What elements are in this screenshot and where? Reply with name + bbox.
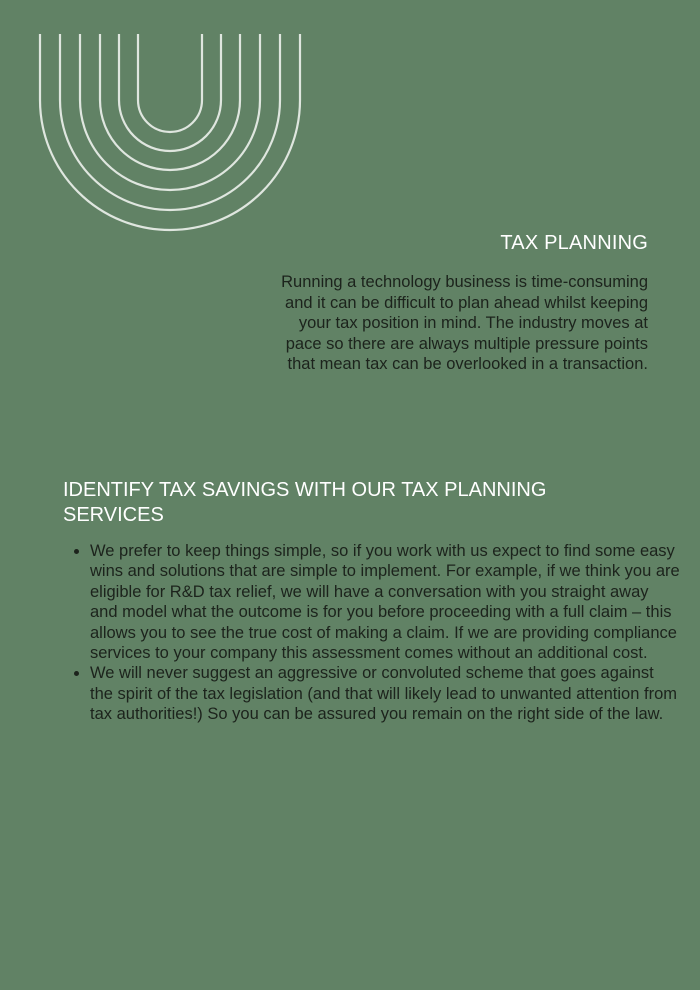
services-bullet-list — [63, 541, 680, 725]
bullet-item: • We prefer to keep things simple, so if you work with us expect to find some easy wins and solutions that are simple to implement. For example, if we think you are eligible for R&D tax relief, we will have a conversation with you straight away and model what the outcome is for you before proceeding with a full claim – this allows you to see the true cost of making a claim. If we are providing compliance services to your company this assessment comes without an additional cost. — [90, 541, 680, 663]
bullet-item: • We will never suggest an aggressive or convoluted scheme that goes against the spirit of the tax legislation (and that will likely lead to unwanted attention from tax authorities!) So you can be assured you remain on the right side of the law. — [90, 663, 680, 724]
services-heading: IDENTIFY TAX SAVINGS WITH OUR TAX PLANNING SERVICES — [63, 479, 547, 526]
section-title: TAX PLANNING — [500, 232, 648, 254]
decorative-arches-graphic — [38, 34, 302, 234]
intro-paragraph: Running a technology business is time-consuming and it can be difficult to plan ahead whilst keeping your tax position in mind. The industry moves at pace so there are always multiple pressure points that mean tax can be overlooked in a transaction. — [281, 273, 648, 374]
